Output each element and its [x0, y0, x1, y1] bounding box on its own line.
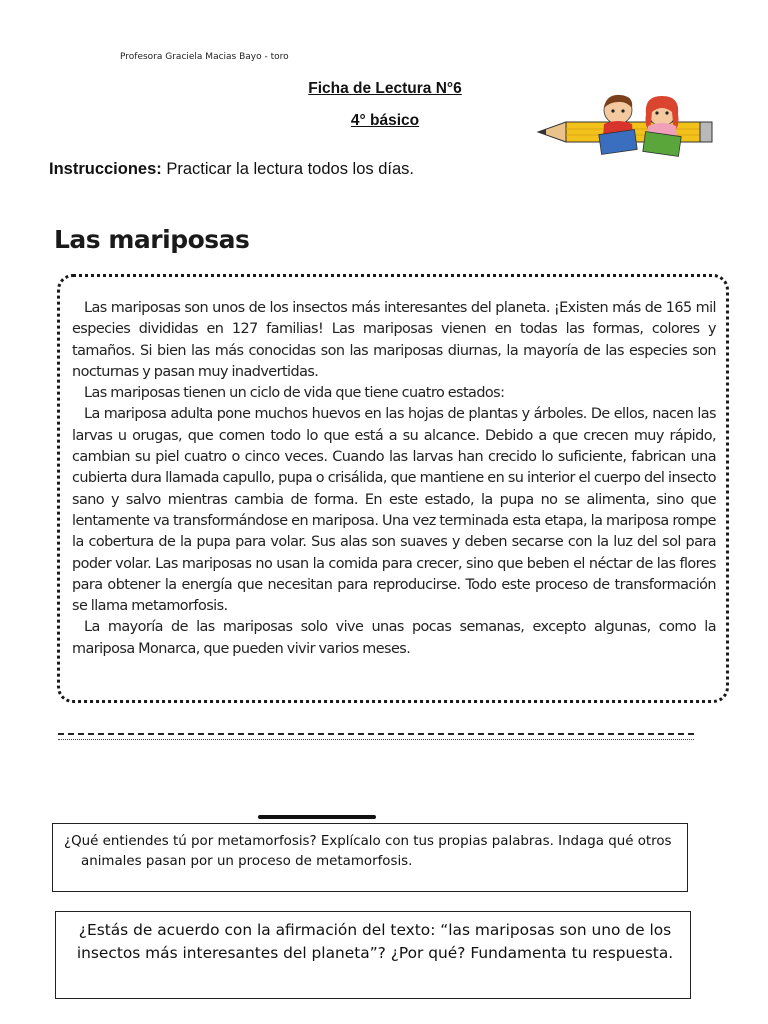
reading-paragraph: Las mariposas son unos de los insectos más interesantes del planeta. ¡Existen más de 165 mil especies divididas en 127 familias! Las mariposas vienen en todas las formas, colores y tamaños. Si bien las más conocidas son las mariposas diurnas, la mayoría de las especies son nocturnas y pasan muy inadvertidas.: [72, 300, 716, 380]
reading-paragraph: Las mariposas tienen un ciclo de vida que tiene cuatro estados:: [84, 385, 505, 402]
short-divider-bar: [258, 815, 376, 819]
instructions-label: Instrucciones:: [49, 160, 162, 178]
dashed-divider: [58, 733, 694, 740]
sheet-title: Ficha de Lectura N°6: [308, 80, 462, 97]
instructions-text: Practicar la lectura todos los días.: [161, 160, 414, 178]
teacher-name: Profesora Graciela Macias Bayo - toro: [120, 52, 289, 62]
question-2-text: ¿Estás de acuerdo con la afirmación del texto: “las mariposas son uno de los insectos más interesantes del planeta”? ¿Por qué? Fundamenta tu respuesta.: [76, 921, 674, 962]
instructions: [49, 160, 414, 179]
reading-paragraph: La mariposa adulta pone muchos huevos en las hojas de plantas y árboles. De ellos, nacen las larvas u orugas, que comen todo lo que está a su alcance. Debido a que crecen muy rápido, cambian su piel cuatro o cinco veces. Cuando las larvas han crecido lo suficiente, fabrican una cubierta dura llamada capullo, pupa o crisálida, que mantiene en su interior el cuerpo del insecto sano y salvo mientras cambia de forma. En este estado, la pupa no se alimenta, sino que lentamente va transformándose en mariposa. Una vez terminada esta etapa, la mariposa rompe la cobertura de la pupa para volar. Sus alas son suaves y deben secarse con la luz del sol para poder volar. Las mariposas no usan la comida para crecer, sino que beben el néctar de las flores para obtener la energía que necesitan para reproducirse. Todo este proceso de transformación se llama metamorfosis.: [72, 406, 716, 615]
question-box-2: [55, 911, 691, 999]
reading-text: [72, 298, 716, 660]
question-1-text: ¿Qué entiendes tú por metamorfosis? Explícalo con tus propias palabras. Indaga qué otros animales pasan por un proceso de metamorfosis.: [64, 834, 672, 869]
children-reading-on-pencil-icon: [536, 92, 716, 164]
reading-title: Las mariposas: [54, 225, 250, 254]
question-box-1: [52, 823, 688, 892]
grade-level: 4° básico: [350, 112, 420, 129]
reading-paragraph: La mayoría de las mariposas solo vive unas pocas semanas, excepto algunas, como la mariposa Monarca, que pueden vivir varios meses.: [72, 619, 716, 657]
